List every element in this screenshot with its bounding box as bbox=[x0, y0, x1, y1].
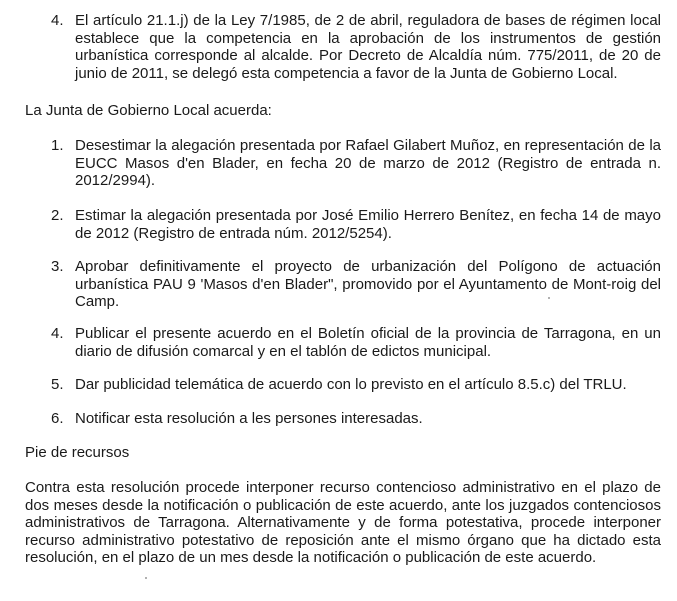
recursos-paragraph: Contra esta resolución procede interponer recurso contencioso administrativo en el plazo de dos meses desde la notificación o publicación de este acuerdo, ante los juzgados contenciosos administrativos de Tarragona. Alternativamente y de forma potestativa, procede interponer recurso administrativo potestativo de reposición ante el mismo órgano que ha dictado esta resolución, en el plazo de un mes desde la notificación o publicación de este acuerdo. bbox=[25, 479, 661, 566]
scan-speck bbox=[548, 297, 550, 299]
item-number: 2. bbox=[51, 207, 64, 224]
scan-speck bbox=[145, 577, 147, 579]
item-number: 4. bbox=[51, 12, 64, 29]
item-text: Dar publicidad telemática de acuerdo con lo previsto en el artículo 8.5.c) del TRLU. bbox=[75, 376, 627, 393]
item-number: 6. bbox=[51, 410, 64, 427]
recursos-heading: Pie de recursos bbox=[25, 444, 130, 461]
agreement-heading: La Junta de Gobierno Local acuerda: bbox=[25, 102, 272, 119]
item-number: 4. bbox=[51, 325, 64, 342]
item-number: 5. bbox=[51, 376, 64, 393]
item-text: Publicar el presente acuerdo en el Boletín oficial de la provincia de Tarragona, en un diario de difusión comarcal y en el tablón de edictos municipal. bbox=[75, 325, 661, 360]
item-text: El artículo 21.1.j) de la Ley 7/1985, de 2 de abril, reguladora de bases de régimen local establece que la competencia en la aprobación de los instrumentos de gestión urbanística corresponde al alcalde. Por Decreto de Alcaldía núm. 775/2011, de 20 de junio de 2011, se delegó esta competencia a favor de la Junta de Gobierno Local. bbox=[75, 12, 661, 82]
item-text: Notificar esta resolución a les persones interesadas. bbox=[75, 410, 423, 427]
item-number: 3. bbox=[51, 258, 64, 275]
item-text: Desestimar la alegación presentada por Rafael Gilabert Muñoz, en representación de la EUCC Masos d'en Blader, en fecha 20 de marzo de 2012 (Registro de entrada n. 2012/2994). bbox=[75, 137, 661, 189]
item-text: Aprobar definitivamente el proyecto de urbanización del Polígono de actuación urbanística PAU 9 'Masos d'en Blader", promovido por el Ayuntamento de Mont-roig del Camp. bbox=[75, 258, 661, 310]
item-number: 1. bbox=[51, 137, 64, 154]
item-text: Estimar la alegación presentada por José Emilio Herrero Benítez, en fecha 14 de mayo de 2012 (Registro de entrada núm. 2012/5254). bbox=[75, 207, 661, 242]
